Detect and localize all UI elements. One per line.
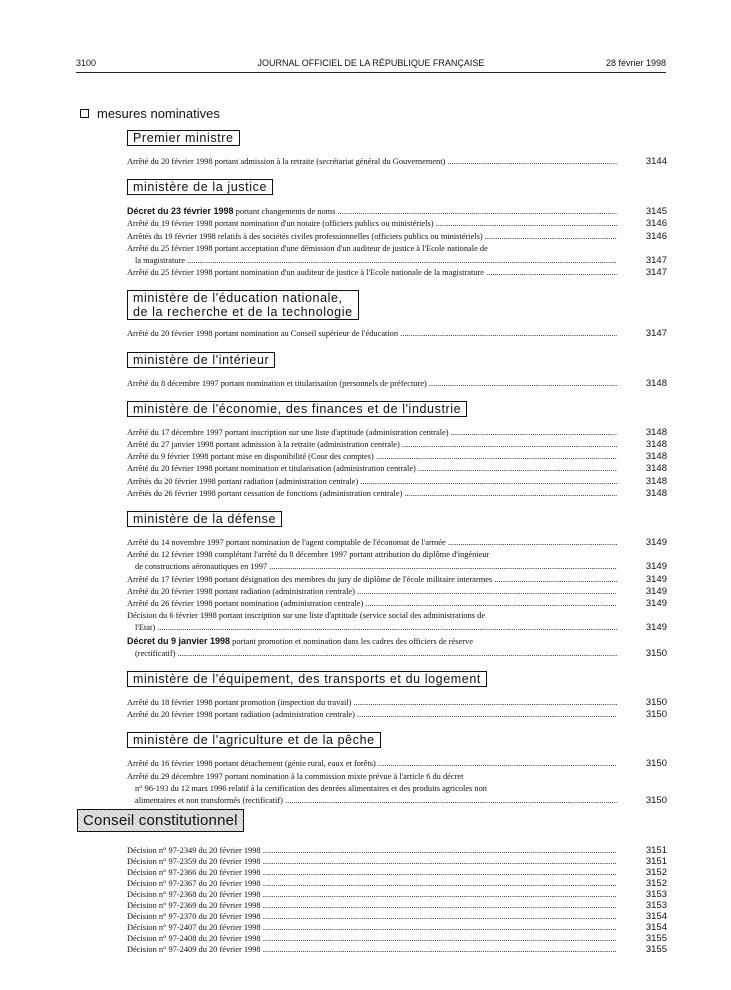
entry-page-number: 3150	[645, 758, 667, 770]
toc-entry	[127, 635, 667, 660]
entry-title: Arrêté du 19 février 1998 portant nomination d'un notaire (officiers publics ou ministériels)	[127, 219, 434, 229]
entry-title: Arrêté du 8 décembre 1997 portant nomination et titularisation (personnels de préfecture)	[127, 378, 427, 388]
ministry-name-box: ministère de l'équipement, des transports et du logement	[127, 671, 487, 687]
entry-page-number: 3150	[645, 709, 667, 721]
ministry-name-box: ministère de l'économie, des finances et de l'industrie	[127, 401, 467, 417]
section-gap	[127, 341, 667, 351]
entry-text	[127, 586, 617, 598]
toc-entry	[127, 922, 667, 933]
toc-entry	[127, 537, 667, 549]
ministry-name-box: Premier ministre	[127, 130, 240, 146]
entry-text	[127, 758, 617, 770]
entry-text	[127, 156, 617, 168]
entry-title: Arrêté du 14 novembre 1997 portant nomination de l'agent comptable de l'économat de l'armée	[127, 538, 446, 548]
entry-title: Arrêté du 16 février 1998 portant détachement (génie rural, eaux et forêts)	[127, 759, 376, 769]
entry-text	[127, 598, 617, 610]
section-gap	[127, 721, 667, 731]
page-number: 3100	[76, 58, 97, 68]
entry-bold-text: Décret du 23 février 1998	[127, 206, 234, 217]
toc-entry	[127, 598, 667, 610]
entry-text	[127, 771, 617, 783]
entry-title: portant changements de noms	[235, 207, 336, 217]
entry-text	[127, 911, 617, 922]
ministry-name-box: ministère de la défense	[127, 511, 282, 527]
section-title	[80, 104, 220, 122]
toc-entry	[127, 911, 667, 922]
entry-title: Arrêté du 17 février 1998 portant désignation des membres du jury de diplôme de l'école militaire interarmes	[127, 574, 493, 584]
entry-title: Arrêté du 9 février 1998 portant mise en disponibilité (Cour des comptes)	[127, 452, 374, 462]
toc-entry	[127, 758, 667, 770]
toc-entry	[127, 944, 667, 955]
entry-text	[127, 488, 617, 500]
entry-page-number: 3146	[645, 218, 667, 230]
entry-page-number: 3153	[645, 900, 667, 911]
entry-page-number: 3154	[645, 922, 667, 933]
toc-entry	[127, 427, 667, 439]
toc-entry	[127, 771, 667, 808]
entry-text	[127, 635, 617, 648]
toc-entry	[127, 845, 667, 856]
entry-title: Arrêtés du 26 février 1998 portant cessation de fonctions (administration centrale)	[127, 488, 403, 498]
ministry-name-line: ministère de l'éducation nationale,	[133, 291, 343, 306]
entry-text	[127, 427, 617, 439]
ministry-heading	[127, 670, 667, 690]
entry-text	[127, 878, 617, 889]
entry-title: Arrêté du 20 février 1998 portant admission à la retraite (secrétariat général du Gouvernement)	[127, 157, 446, 166]
section-title-text: mesures nominatives	[97, 105, 220, 121]
toc-entry	[127, 856, 667, 867]
entry-page-number: 3155	[645, 933, 667, 944]
entry-text	[127, 610, 617, 622]
ministry-heading	[127, 178, 667, 198]
section-gap	[127, 500, 667, 510]
ministry-name-box: ministère de l'intérieur	[127, 352, 275, 368]
toc-entry	[127, 889, 667, 900]
section-gap	[127, 279, 667, 289]
entry-text	[127, 574, 617, 586]
toc-entry	[127, 488, 667, 500]
toc-entry	[127, 328, 667, 340]
entry-title: Arrêté du 20 février 1998 portant radiation (administration centrale)	[127, 586, 355, 596]
ministry-heading	[127, 510, 667, 530]
entry-page-number: 3149	[645, 537, 667, 549]
entry-continuation: (rectificatif) .....	[127, 648, 617, 660]
entry-title: Arrêté du 12 février 1998 complétant l'arrêté du 8 décembre 1997 portant attribution du diplôme d'ingénieur	[127, 550, 490, 560]
ministry-heading	[127, 400, 667, 420]
entry-title: Arrêté du 20 février 1998 portant radiation (administration centrale)	[127, 710, 355, 720]
toc-entry	[127, 218, 667, 230]
entry-page-number: 3149	[645, 598, 667, 610]
toc-entry	[127, 243, 667, 267]
toc-entry	[127, 205, 667, 218]
entry-title: Décision n° 97-2359 du 20 février 1998	[127, 857, 261, 866]
ministry-heading	[127, 731, 667, 751]
entry-page-number: 3150	[645, 647, 667, 659]
entry-page-number: 3147	[645, 267, 667, 279]
entry-title: Décision n° 97-2367 du 20 février 1998	[127, 879, 261, 888]
entry-text	[127, 856, 617, 867]
toc-entry	[127, 156, 667, 168]
entry-text	[127, 451, 617, 463]
toc-entry	[127, 709, 667, 721]
entry-text	[127, 867, 617, 878]
entry-text	[127, 205, 617, 218]
entry-title: Arrêté du 29 décembre 1997 portant nomination à la commission mixte prévue à l'article 6 du décret	[127, 771, 464, 781]
entry-text	[127, 463, 617, 475]
entry-page-number: 3155	[645, 944, 667, 955]
entry-text	[127, 922, 617, 933]
toc-entry	[127, 900, 667, 911]
toc-entry	[127, 878, 667, 889]
entry-title: Arrêtés du 20 février 1998 portant radiation (administration centrale)	[127, 476, 359, 486]
entry-page-number: 3147	[645, 255, 667, 267]
entry-title: Décision n° 97-2366 du 20 février 1998	[127, 868, 261, 877]
entry-page-number: 3149	[645, 585, 667, 597]
entry-title: Arrêté du 17 décembre 1997 portant inscription sur une liste d'aptitude (administration centrale)	[127, 427, 449, 437]
entry-text	[127, 709, 617, 721]
header-rule	[76, 72, 666, 73]
entry-page-number: 3148	[645, 451, 667, 463]
entry-page-number: 3151	[645, 856, 667, 867]
entry-page-number: 3144	[645, 156, 667, 167]
entry-page-number: 3154	[645, 911, 667, 922]
ministry-name-box: ministère de la justice	[127, 179, 273, 195]
entry-page-number: 3151	[645, 845, 667, 856]
ministry-heading	[127, 129, 667, 149]
entry-page-number: 3148	[645, 377, 667, 389]
toc-entry	[127, 231, 667, 243]
entry-page-number: 3152	[645, 878, 667, 889]
section-gap	[127, 168, 667, 178]
toc-entry	[127, 451, 667, 463]
entry-text	[127, 549, 617, 561]
toc-entry	[127, 610, 667, 634]
entry-text	[127, 845, 617, 856]
entry-page-number: 3147	[645, 328, 667, 340]
toc-entry	[127, 586, 667, 598]
entry-text	[127, 378, 617, 390]
entry-title: Décision n° 97-2368 du 20 février 1998	[127, 890, 261, 899]
toc-entry	[127, 574, 667, 586]
toc-entry	[127, 476, 667, 488]
entry-text	[127, 900, 617, 911]
section-gap	[127, 660, 667, 670]
entry-text	[127, 537, 617, 549]
entry-title: Arrêtés du 19 février 1998 relatifs à des sociétés civiles professionnelles (officiers publics ou ministériels)	[127, 231, 483, 241]
entry-text	[127, 697, 617, 709]
entry-title: Décision n° 97-2408 du 20 février 1998	[127, 934, 261, 943]
entry-page-number: 3150	[645, 697, 667, 709]
entry-text	[127, 944, 617, 955]
entry-text	[127, 243, 617, 255]
entry-text	[127, 218, 617, 230]
entry-title: Arrêté du 27 janvier 1998 portant admission à la retraite (administration centrale)	[127, 440, 400, 450]
checkbox-icon	[80, 109, 89, 118]
entry-text	[127, 439, 617, 451]
entry-page-number: 3148	[645, 426, 667, 438]
toc-entry	[127, 933, 667, 944]
entry-title: portant promotion et nomination dans les cadres des officiers de réserve	[232, 636, 473, 646]
conseil-list	[127, 845, 667, 955]
entry-title: Décision n° 97-2407 du 20 février 1998	[127, 923, 261, 932]
entry-page-number: 3148	[645, 475, 667, 487]
entry-title: Arrêté du 18 février 1998 portant promotion (inspection du travail)	[127, 698, 352, 708]
entry-page-number: 3146	[645, 230, 667, 242]
entry-continuation: alimentaires et non transformés (rectificatif) .....	[127, 795, 617, 807]
entry-text	[127, 231, 617, 243]
entry-text	[127, 476, 617, 488]
section-gap	[127, 390, 667, 400]
entry-continuation: de constructions aéronautiques en 1997 .....	[127, 561, 617, 573]
toc-entry	[127, 867, 667, 878]
entry-text	[127, 933, 617, 944]
entry-bold-text: Décret du 9 janvier 1998	[127, 635, 231, 646]
entry-title: Décision n° 97-2409 du 20 février 1998	[127, 945, 261, 954]
entry-page-number: 3148	[645, 463, 667, 475]
ministry-name-box	[127, 290, 359, 320]
entry-page-number: 3149	[645, 622, 667, 634]
entry-continuation: l'Etat) .....	[127, 622, 617, 634]
entry-text	[127, 889, 617, 900]
toc-entry	[127, 463, 667, 475]
entry-title: Décision n° 97-2369 du 20 février 1998	[127, 901, 261, 910]
entry-title: Arrêté du 20 février 1998 portant nomination au Conseil supérieur de l'éducation	[127, 329, 399, 339]
ministry-name-box: ministère de l'agriculture et de la pêche	[127, 732, 381, 748]
entry-text	[127, 328, 617, 340]
conseil-title: Conseil constitutionnel	[77, 809, 244, 832]
entry-page-number: 3149	[645, 573, 667, 585]
ministry-name-line: de la recherche et de la technologie	[133, 305, 353, 320]
entry-continuation: n° 96-193 du 12 mars 1996 relatif à la certification des denrées alimentaires et des produits agricoles non	[135, 783, 487, 793]
entry-page-number: 3153	[645, 889, 667, 900]
toc-entry	[127, 378, 667, 390]
entry-title: Arrêté du 26 février 1998 portant nomination (administration centrale)	[127, 599, 364, 609]
toc-entry	[127, 439, 667, 451]
entry-title: Décision n° 97-2349 du 20 février 1998	[127, 846, 261, 855]
entry-title: Arrêté du 25 février 1998 portant acceptation d'une démission d'un auditeur de justice à l'Ecole nationale de	[127, 243, 488, 253]
toc-entry	[127, 549, 667, 573]
journal-title: JOURNAL OFFICIEL DE LA RÉPUBLIQUE FRANÇAISE	[257, 58, 485, 68]
toc-entry	[127, 697, 667, 709]
entry-title: Arrêté du 20 février 1998 portant nomination et titularisation (administration centrale)	[127, 464, 416, 474]
issue-date: 28 février 1998	[605, 58, 666, 68]
ministry-heading	[127, 351, 667, 371]
entry-text	[127, 267, 617, 279]
toc-entry	[127, 267, 667, 279]
ministry-heading	[127, 289, 667, 321]
entry-title: Arrêté du 25 février 1998 portant nomination d'un auditeur de justice à l'Ecole nationale de la magistrature	[127, 268, 484, 278]
entry-title: Décision n° 97-2370 du 20 février 1998	[127, 912, 261, 921]
page-header	[76, 58, 666, 72]
entry-page-number: 3145	[645, 206, 667, 218]
entry-continuation: la magistrature .....	[127, 255, 617, 267]
ministries-list	[127, 129, 667, 817]
entry-page-number: 3148	[645, 439, 667, 451]
entry-title: Décision du 6 février 1998 portant inscription sur une liste d'aptitude (service social des administrations de	[127, 611, 486, 621]
entry-page-number: 3148	[645, 487, 667, 499]
entry-page-number: 3152	[645, 867, 667, 878]
entry-page-number: 3149	[645, 561, 667, 573]
entry-page-number: 3150	[645, 795, 667, 807]
